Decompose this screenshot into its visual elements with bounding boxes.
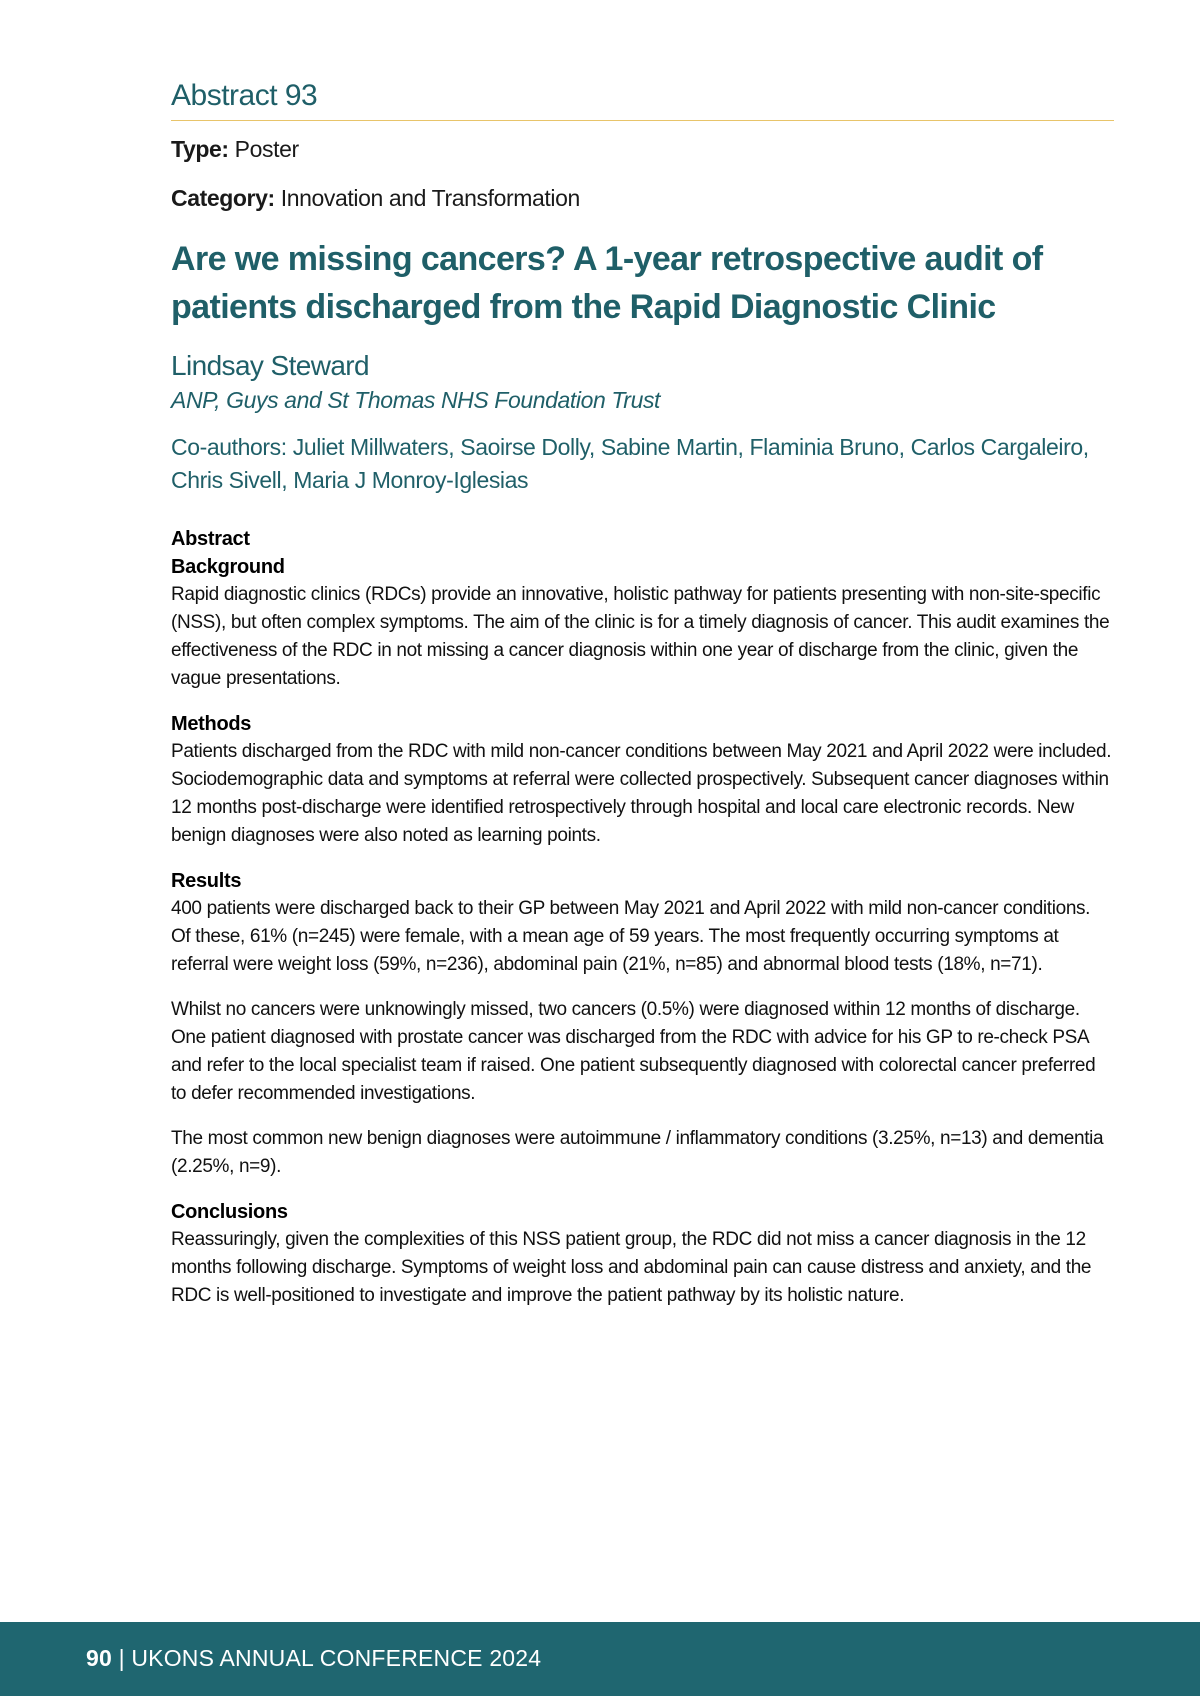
type-key: Type: (171, 136, 229, 162)
author-name: Lindsay Steward (171, 350, 370, 381)
results-text-2: Whilst no cancers were unknowingly missed, two cancers (0.5%) were diagnosed within 12 months of discharge. One patient diagnosed with prostate cancer was discharged from the RDC with advice for his GP to re-check PSA and refer to the local specialist team if raised. One patient subsequently diagnosed with colorectal cancer preferred to defer recommended investigations. (171, 999, 1096, 1104)
coauthors-line-2: Chris Sivell, Maria J Monroy-Iglesias (171, 467, 529, 493)
title-line-2: patients discharged from the Rapid Diagnostic Clinic (171, 288, 996, 326)
background-heading: Background (171, 556, 285, 578)
background-text: Rapid diagnostic clinics (RDCs) provide an innovative, holistic pathway for patients presenting with non-site-specific (NSS), but often complex symptoms. The aim of the clinic is for a timely diagnosis of cancer. This audit examines the effectiveness of the RDC in not missing a cancer diagnosis within one year of discharge from the clinic, given the vague presentations. (171, 584, 1110, 689)
footer-bar (0, 1622, 1200, 1696)
page-number: 90 (86, 1645, 112, 1671)
coauthors-line-1: Co-authors: Juliet Millwaters, Saoirse Dolly, Sabine Martin, Flaminia Bruno, Carlos Cargaleiro, (171, 434, 1089, 460)
conclusions-text: Reassuringly, given the complexities of this NSS patient group, the RDC did not miss a cancer diagnosis in the 12 months following discharge. Symptoms of weight loss and abdominal pain can cause distress and anxiety, and the RDC is well-positioned to investigate and improve the patient pathway by its holistic nature. (171, 1229, 1092, 1306)
conclusions-heading: Conclusions (171, 1201, 288, 1223)
methods-text: Patients discharged from the RDC with mild non-cancer conditions between May 2021 and April 2022 were included. Sociodemographic data and symptoms at referral were collected prospectively. Subsequent cancer diagnoses within 12 months post-discharge were identified retrospectively through hospital and local care electronic records. New benign diagnoses were also noted as learning points. (171, 741, 1112, 846)
type-line (171, 134, 1114, 164)
footer-separator: | (118, 1645, 125, 1671)
title-line-1: Are we missing cancers? A 1-year retrospective audit of (171, 240, 1043, 278)
abstract-number-heading: Abstract 93 (171, 76, 1114, 121)
abstract-page (171, 76, 1114, 1310)
abstract-body (171, 525, 1114, 1310)
abstract-title (171, 235, 1114, 331)
results-text-3: The most common new benign diagnoses were autoimmune / inflammatory conditions (3.25%, n=13) and dementia (2.25%, n=9). (171, 1128, 1104, 1177)
coauthors (171, 431, 1114, 497)
results-heading: Results (171, 870, 242, 892)
conference-name: UKONS ANNUAL CONFERENCE 2024 (131, 1645, 542, 1671)
category-value: Innovation and Transformation (280, 185, 580, 211)
footer-text (86, 1641, 541, 1675)
results-text-1: 400 patients were discharged back to their GP between May 2021 and April 2022 with mild non-cancer conditions. Of these, 61% (n=245) were female, with a mean age of 59 years. The most frequently occurring symptoms at referral were weight loss (59%, n=236), abdominal pain (21%, n=85) and abnormal blood tests (18%, n=71). (171, 898, 1091, 975)
abstract-heading: Abstract (171, 528, 250, 550)
author-affiliation: ANP, Guys and St Thomas NHS Foundation Trust (171, 387, 661, 413)
category-key: Category: (171, 185, 275, 211)
type-value: Poster (234, 136, 299, 162)
methods-heading: Methods (171, 713, 252, 735)
category-line (171, 183, 1114, 213)
